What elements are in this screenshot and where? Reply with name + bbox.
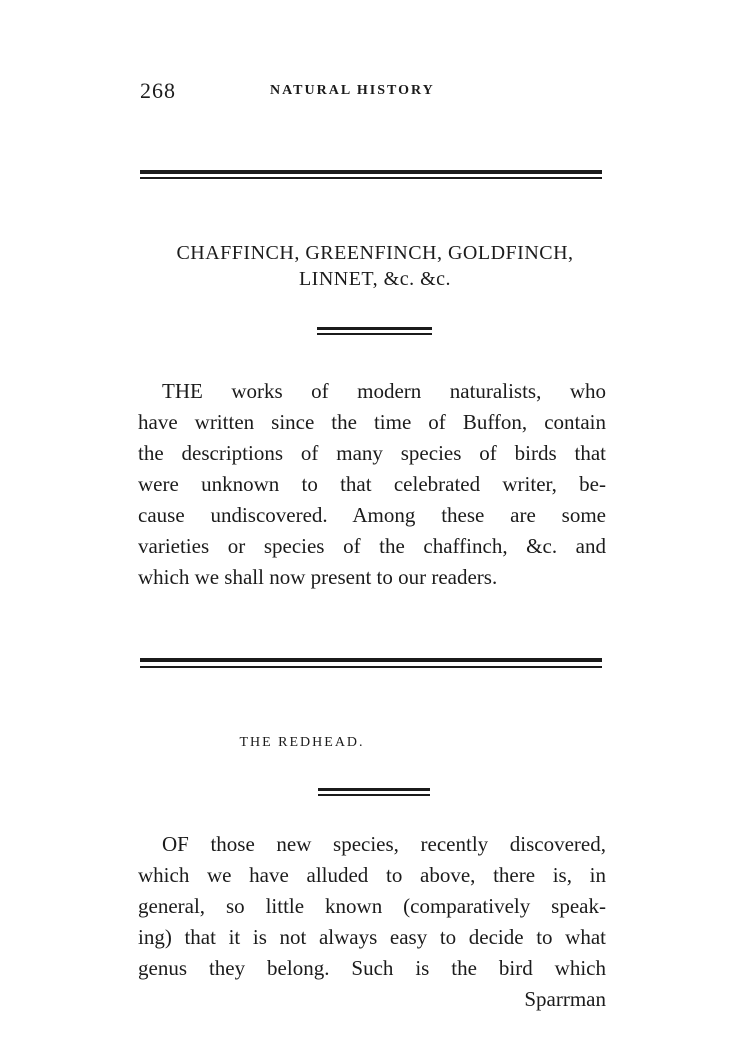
subsection-title: THE REDHEAD. [239,735,365,750]
subsection-paragraph [138,829,606,1015]
text-line: which we shall now present to our readers. [138,565,498,589]
running-head [140,78,602,108]
text-line: were unknown to that celebrated writer, be- [138,472,606,496]
section-title [140,240,610,292]
text-line: THE works of modern naturalists, who [162,379,606,403]
text-line: cause undiscovered. Among these are some [138,503,606,527]
text-line: which we have alluded to above, there is, in [138,863,606,887]
subsection-title-rule [318,788,430,796]
running-title: NATURAL HISTORY [270,83,435,98]
text-line: have written since the time of Buffon, contain [138,410,606,434]
page-number: 268 [140,78,176,103]
text-line: the descriptions of many species of birds that [138,441,606,465]
text-line: OF those new species, recently discovered, [162,832,606,856]
section-title-rule [317,327,432,335]
section-paragraph [138,376,606,593]
section-title-line: CHAFFINCH, GREENFINCH, GOLDFINCH, [176,242,574,264]
text-line: general, so little known (comparatively speak- [138,894,606,918]
section-title-line: LINNET, &c. &c. [298,268,452,290]
catchword: Sparrman [524,987,606,1011]
section-divider-rule [140,658,602,668]
top-double-rule [140,170,602,179]
text-line: genus they belong. Such is the bird which [138,956,606,980]
text-line: ing) that it is not always easy to decide to what [138,925,606,949]
text-line: varieties or species of the chaffinch, &c. and [138,534,606,558]
